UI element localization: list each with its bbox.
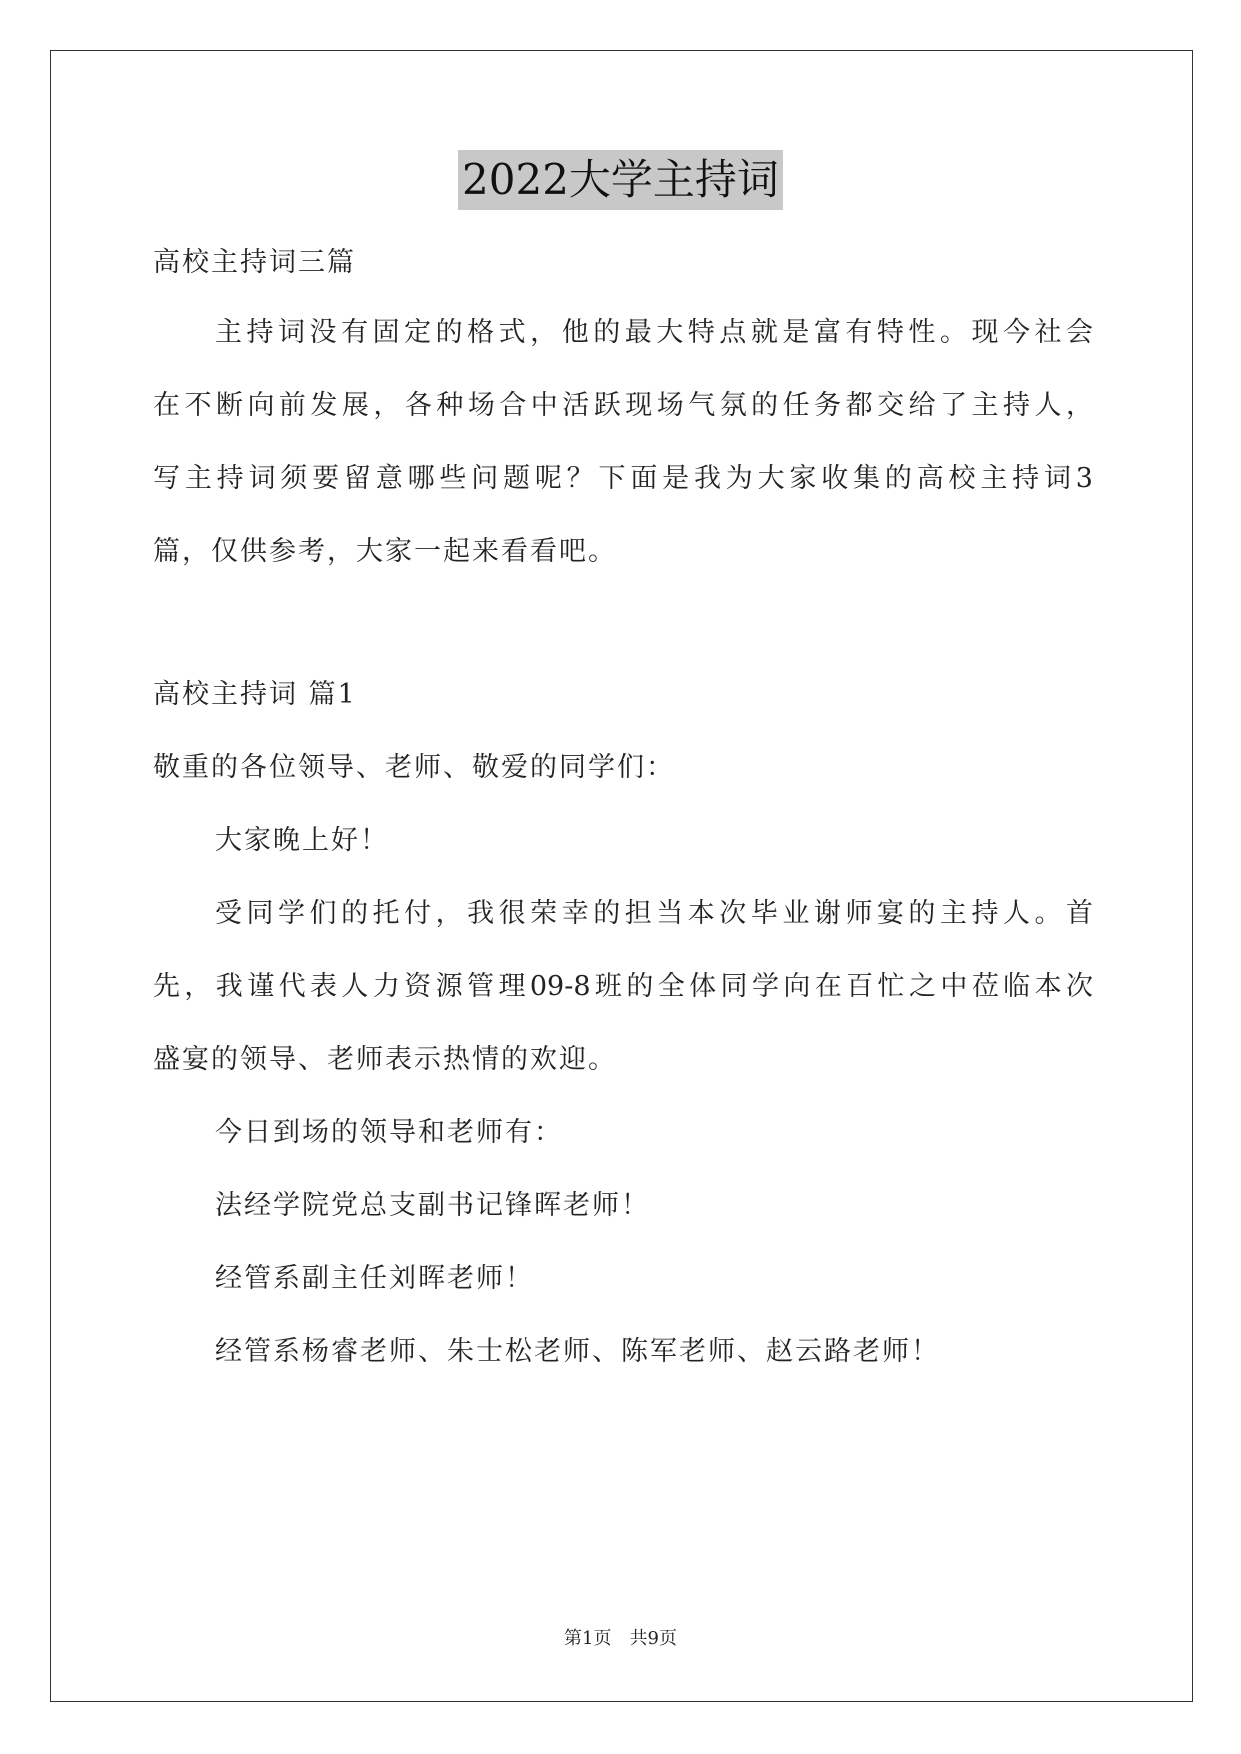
paragraph-line: 今日到场的领导和老师有：: [215, 1117, 563, 1148]
title-container: [0, 150, 1241, 210]
paragraph-line: 先，我谨代表人力资源管理09-8班的全体同学向在百忙之中莅临本次: [153, 971, 1093, 1002]
paragraph-line: 篇，仅供参考，大家一起来看看吧。: [153, 536, 617, 567]
section-heading: 高校主持词三篇: [153, 247, 356, 278]
paragraph-line: 法经学院党总支副书记锋晖老师！: [215, 1190, 650, 1221]
document-title: 2022大学主持词: [458, 150, 783, 210]
paragraph-line: 盛宴的领导、老师表示热情的欢迎。: [153, 1044, 617, 1075]
paragraph-line: 主持词没有固定的格式，他的最大特点就是富有特性。现今社会: [215, 317, 1093, 348]
paragraph-line: 经管系副主任刘晖老师！: [215, 1263, 534, 1294]
paragraph-line: 经管系杨睿老师、朱士松老师、陈军老师、赵云路老师！: [215, 1336, 940, 1367]
paragraph-line: 写主持词须要留意哪些问题呢？下面是我为大家收集的高校主持词3: [153, 463, 1093, 494]
paragraph-line: 受同学们的托付，我很荣幸的担当本次毕业谢师宴的主持人。首: [215, 898, 1093, 929]
page-border: [50, 50, 1193, 1702]
page-number: 第1页 共9页: [564, 1628, 677, 1649]
paragraph-line: 在不断向前发展，各种场合中活跃现场气氛的任务都交给了主持人，: [153, 390, 1093, 421]
section-heading: 高校主持词 篇1: [153, 679, 357, 710]
greeting: 大家晚上好！: [215, 825, 389, 856]
salutation: 敬重的各位领导、老师、敬爱的同学们：: [153, 752, 675, 783]
